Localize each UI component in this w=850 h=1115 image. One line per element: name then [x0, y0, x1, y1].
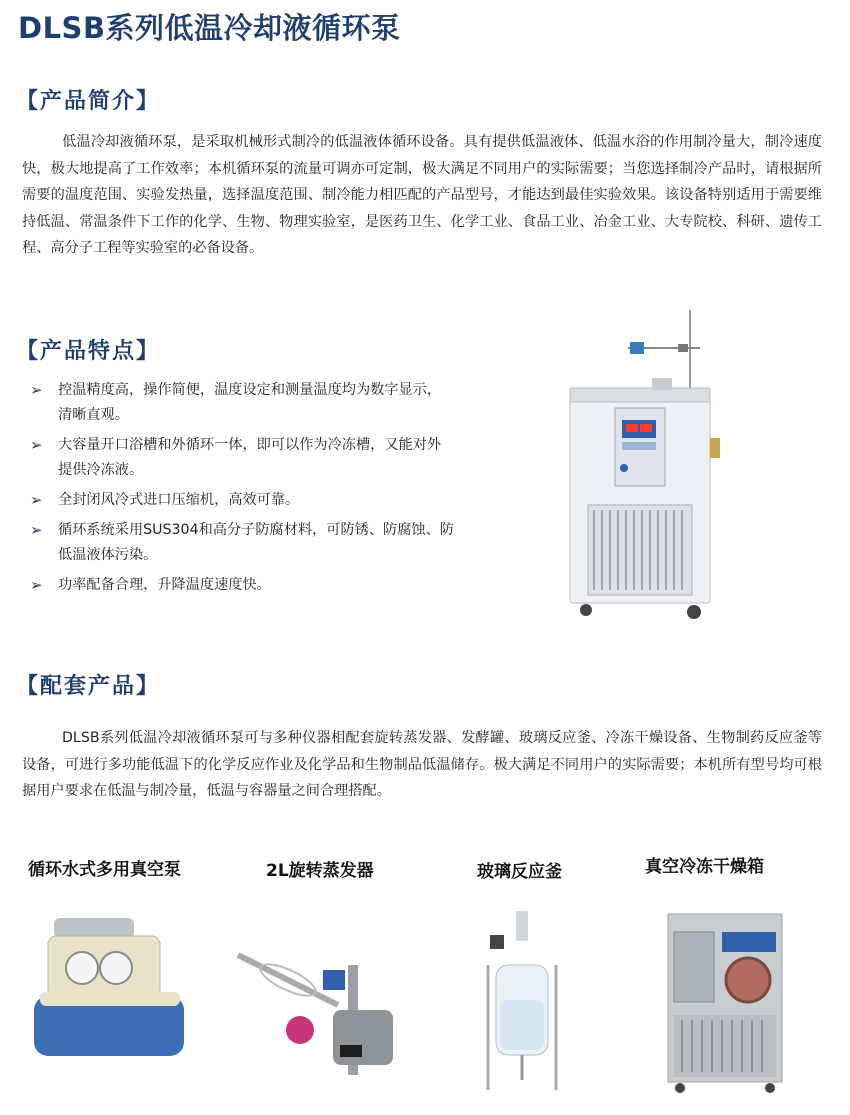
- intro-text: 低温冷却液循环泵，是采取机械形式制冷的低温液体循环设备。具有提供低温液体、低温水浴的作用制冷量大，制冷速度快，极大地提高了工作效率；本机循环泵的流量可调亦可定制，极大满足不同用户的实际需要；当您选择制冷产品时，请根据所需要的温度范围、实验发热量，选择温度范围、制冷能力相匹配的产品型号，才能达到最佳实验效果。该设备特别适用于需要维持低温、常温条件下工作的化学、生物、物理实验室，是医药卫生、化学工业、食品工业、冶金工业、大专院校、科研、遗传工程、高分子工程等实验室的必备设备。: [22, 134, 822, 256]
- arrow-bullet-icon: ➢: [30, 521, 43, 539]
- arrow-bullet-icon: ➢: [30, 576, 43, 594]
- chiller-product-image: [560, 300, 720, 630]
- feature-item: ➢ 全封闭风冷式进口压缩机，高效可靠。: [30, 488, 455, 513]
- arrow-bullet-icon: ➢: [30, 436, 43, 454]
- freeze-dryer-image: [664, 910, 786, 1095]
- feature-item: ➢ 大容量开口浴槽和外循环一体，即可以作为冷冻槽，又能对外提供冷冻液。: [30, 433, 455, 483]
- product-caption-glass-reactor: 玻璃反应釜: [477, 862, 562, 882]
- accessories-heading: 【配套产品】: [16, 674, 161, 699]
- accessories-text: DLSB系列低温冷却液循环泵可与多种仪器相配套旋转蒸发器、发酵罐、玻璃反应釜、冷冻干燥设备、生物制药反应釜等设备，可进行多功能低温下的化学反应作业及化学品和生物制品低温储存。极大满足不同用户的实际需要；本机所有型号均可根据用户要求在低温与制冷量，低温与容器量之间合理搭配。: [22, 730, 822, 799]
- feature-item: ➢ 控温精度高，操作简便，温度设定和测量温度均为数字显示，清晰直观。: [30, 378, 455, 428]
- arrow-bullet-icon: ➢: [30, 381, 43, 399]
- product-caption-vacuum-pump: 循环水式多用真空泵: [28, 860, 181, 880]
- rotary-evaporator-image: [228, 935, 408, 1085]
- accessories-paragraph: [22, 725, 822, 805]
- intro-heading: 【产品简介】: [16, 89, 161, 114]
- arrow-bullet-icon: ➢: [30, 491, 43, 509]
- product-caption-freeze-dryer: 真空冷冻干燥箱: [645, 857, 764, 877]
- features-heading: 【产品特点】: [16, 339, 161, 364]
- feature-item: ➢ 功率配备合理，升降温度速度快。: [30, 573, 455, 598]
- product-caption-rotary-evaporator: 2L旋转蒸发器: [266, 861, 374, 881]
- intro-paragraph: [22, 129, 822, 262]
- glass-reactor-image: [482, 905, 562, 1095]
- vacuum-pump-image: [34, 910, 194, 1060]
- page-title: DLSB系列低温冷却液循环泵: [18, 11, 401, 45]
- features-list: [30, 378, 455, 603]
- feature-item: ➢ 循环系统采用SUS304和高分子防腐材料，可防锈、防腐蚀、防低温液体污染。: [30, 518, 455, 568]
